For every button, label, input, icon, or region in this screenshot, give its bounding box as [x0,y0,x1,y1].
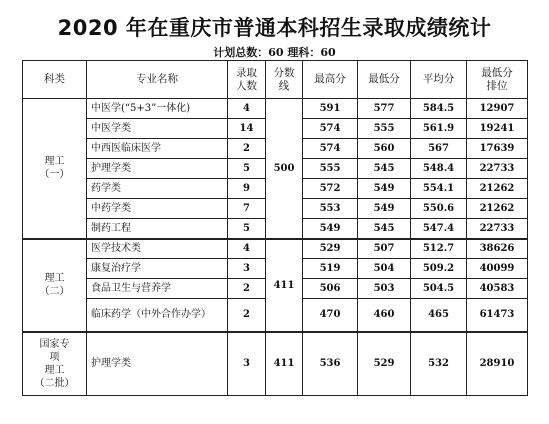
header-min: 最低分 [358,61,411,99]
admitted-cell: 9 [228,179,266,199]
admitted-cell: 4 [228,239,266,259]
rank-cell: 61473 [467,299,528,332]
admitted-cell: 3 [228,259,266,279]
min-cell: 545 [358,159,411,179]
min-cell: 503 [358,279,411,299]
min-cell: 507 [358,239,411,259]
header-line-line1: 分数 [273,66,295,79]
header-max: 最高分 [303,61,358,99]
header-score-line [266,61,303,99]
header-admitted [228,61,266,99]
max-cell: 574 [303,139,358,159]
table-row [23,239,528,259]
admitted-cell: 14 [228,119,266,139]
min-cell: 549 [358,179,411,199]
admitted-cell: 5 [228,159,266,179]
major-cell: 制药工程 [87,219,228,239]
avg-cell: 567 [411,139,467,159]
rank-cell: 22733 [467,219,528,239]
avg-cell: 548.4 [411,159,467,179]
avg-cell: 547.4 [411,219,467,239]
score-line-cell: 411 [266,239,303,332]
category-label: 理工 [44,273,65,284]
header-admitted-line2: 人数 [236,79,257,92]
header-avg: 平均分 [411,61,467,99]
avg-cell: 465 [411,299,467,332]
min-cell: 504 [358,259,411,279]
admitted-cell: 7 [228,199,266,219]
admitted-cell: 2 [228,139,266,159]
major-cell: 中西医临床医学 [87,139,228,159]
category-cell [23,99,87,239]
admitted-cell: 2 [228,299,266,332]
header-line-line2: 线 [278,79,290,92]
category-cell [23,239,87,332]
rank-cell: 19241 [467,119,528,139]
avg-cell: 561.9 [411,119,467,139]
header-major: 专业名称 [87,61,228,99]
min-cell: 460 [358,299,411,332]
major-cell: 药学类 [87,179,228,199]
category-label: 理工 [44,156,65,168]
admission-score-table [22,60,528,396]
table-row [23,332,528,396]
max-cell: 549 [303,219,358,239]
max-cell: 574 [303,119,358,139]
major-cell: 中医学类 [87,119,228,139]
rank-cell: 21262 [467,199,528,219]
category-sublabel: （二） [39,286,70,297]
header-rank [467,61,528,99]
admitted-cell: 4 [228,99,266,119]
score-line-cell: 411 [266,332,303,396]
avg-cell: 532 [411,332,467,396]
category-cell [23,332,87,396]
avg-cell: 504.5 [411,279,467,299]
rank-cell: 12907 [467,99,528,119]
max-cell: 555 [303,159,358,179]
min-cell: 529 [358,332,411,396]
min-cell: 577 [358,99,411,119]
plan-summary: 计划总数：60 理科：60 [213,46,336,59]
rank-cell: 28910 [467,332,528,396]
table-header-row [23,61,528,99]
min-cell: 555 [358,119,411,139]
rank-cell: 40099 [467,259,528,279]
major-cell: 康复治疗学 [87,259,228,279]
table-row [23,99,528,119]
admitted-cell: 3 [228,332,266,396]
avg-cell: 584.5 [411,99,467,119]
rank-cell: 17639 [467,139,528,159]
max-cell: 536 [303,332,358,396]
max-cell: 591 [303,99,358,119]
avg-cell: 550.6 [411,199,467,219]
admitted-cell: 5 [228,219,266,239]
max-cell: 470 [303,299,358,332]
header-admitted-line1: 录取 [236,66,257,79]
max-cell: 519 [303,259,358,279]
avg-cell: 512.7 [411,239,467,259]
max-cell: 553 [303,199,358,219]
admitted-cell: 2 [228,279,266,299]
max-cell: 572 [303,179,358,199]
category-sublabel-2: 理工 [44,364,65,376]
page-title: 2020 年在重庆市普通本科招生录取成绩统计 [57,16,492,40]
max-cell: 529 [303,239,358,259]
rank-cell: 22733 [467,159,528,179]
min-cell: 545 [358,219,411,239]
rank-cell: 40583 [467,279,528,299]
category-sublabel: （一） [39,169,70,181]
max-cell: 506 [303,279,358,299]
major-cell: 临床药学（中外合作办学） [87,299,228,332]
header-rank-line1: 最低分 [481,66,513,79]
header-rank-line2: 排位 [486,79,508,92]
rank-cell: 21262 [467,179,528,199]
header-category: 科类 [23,61,87,99]
major-cell: 中医学(“5+3”一体化) [87,99,228,119]
category-label: 国家专 [39,338,70,350]
score-line-cell: 500 [266,99,303,239]
min-cell: 549 [358,199,411,219]
min-cell: 560 [358,139,411,159]
major-cell: 食品卫生与营养学 [87,279,228,299]
category-sublabel: 项 [49,351,60,363]
major-cell: 医学技术类 [87,239,228,259]
category-sublabel-3: （二批） [34,377,75,389]
avg-cell: 554.1 [411,179,467,199]
major-cell: 护理学类 [87,159,228,179]
avg-cell: 509.2 [411,259,467,279]
rank-cell: 38626 [467,239,528,259]
major-cell: 中药学类 [87,199,228,219]
major-cell: 护理学类 [87,332,228,396]
